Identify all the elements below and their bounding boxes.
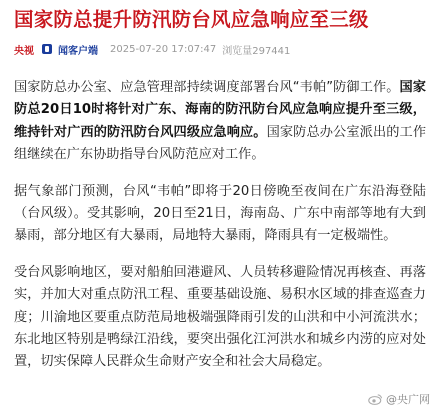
paragraph-1-bold: 国家防总20日10时将针对广东、海南的防汛防台风应急响应提升至三级，维持针对广西的防汛防台风四级应急响应。 bbox=[14, 80, 426, 140]
paragraph-1-lead: 国家防总办公室、应急管理部持续调度部署台风“韦帕”防御工作。 bbox=[14, 80, 400, 95]
source-name-part1: 央视 bbox=[14, 45, 34, 57]
cctv-news-app-icon bbox=[42, 44, 52, 54]
paragraph-3: 受台风影响地区，要对船舶回港避风、人员转移避险情况再核查、再落实，并加大对重点防汛工程、重要基础设施、易积水区域的排查巡查力度；川渝地区要重点防范局地极端强降雨引发的山洪和中小河流洪水；东北地区特别是鸭绿江沿线，要突出强化江河洪水和城乡内涝的应对处置，切实保障人民群众生命财产安全和社会大局稳定。 bbox=[14, 264, 426, 370]
paragraph-2: 据气象部门预测，台风“韦帕”即将于20日傍晚至夜间在广东沿海登陆（台风级）。受其影响，20日至21日，海南岛、广东中南部等地有大到暴雨，部分地区有大暴雨，局地特大暴雨，降雨具有一定极端性。 bbox=[14, 183, 426, 244]
source-name[interactable] bbox=[14, 42, 104, 57]
watermark bbox=[368, 391, 430, 407]
publish-time: 2025-07-20 17:07:47 bbox=[110, 43, 217, 55]
paragraph-1-tail: 国家防总办公室派出的工作组继续在广东协助指导台风防范应对工作。 bbox=[14, 124, 427, 163]
paragraph-1 bbox=[14, 77, 426, 167]
source-name-part2: 闻客户端 bbox=[58, 45, 98, 57]
article-headline: 国家防总提升防汛防台风应急响应至三级 bbox=[14, 8, 369, 31]
view-count: 浏览量297441 bbox=[222, 45, 291, 57]
weibo-icon bbox=[368, 393, 383, 405]
article-meta bbox=[14, 40, 426, 58]
watermark-text: @央广网 bbox=[386, 393, 430, 406]
